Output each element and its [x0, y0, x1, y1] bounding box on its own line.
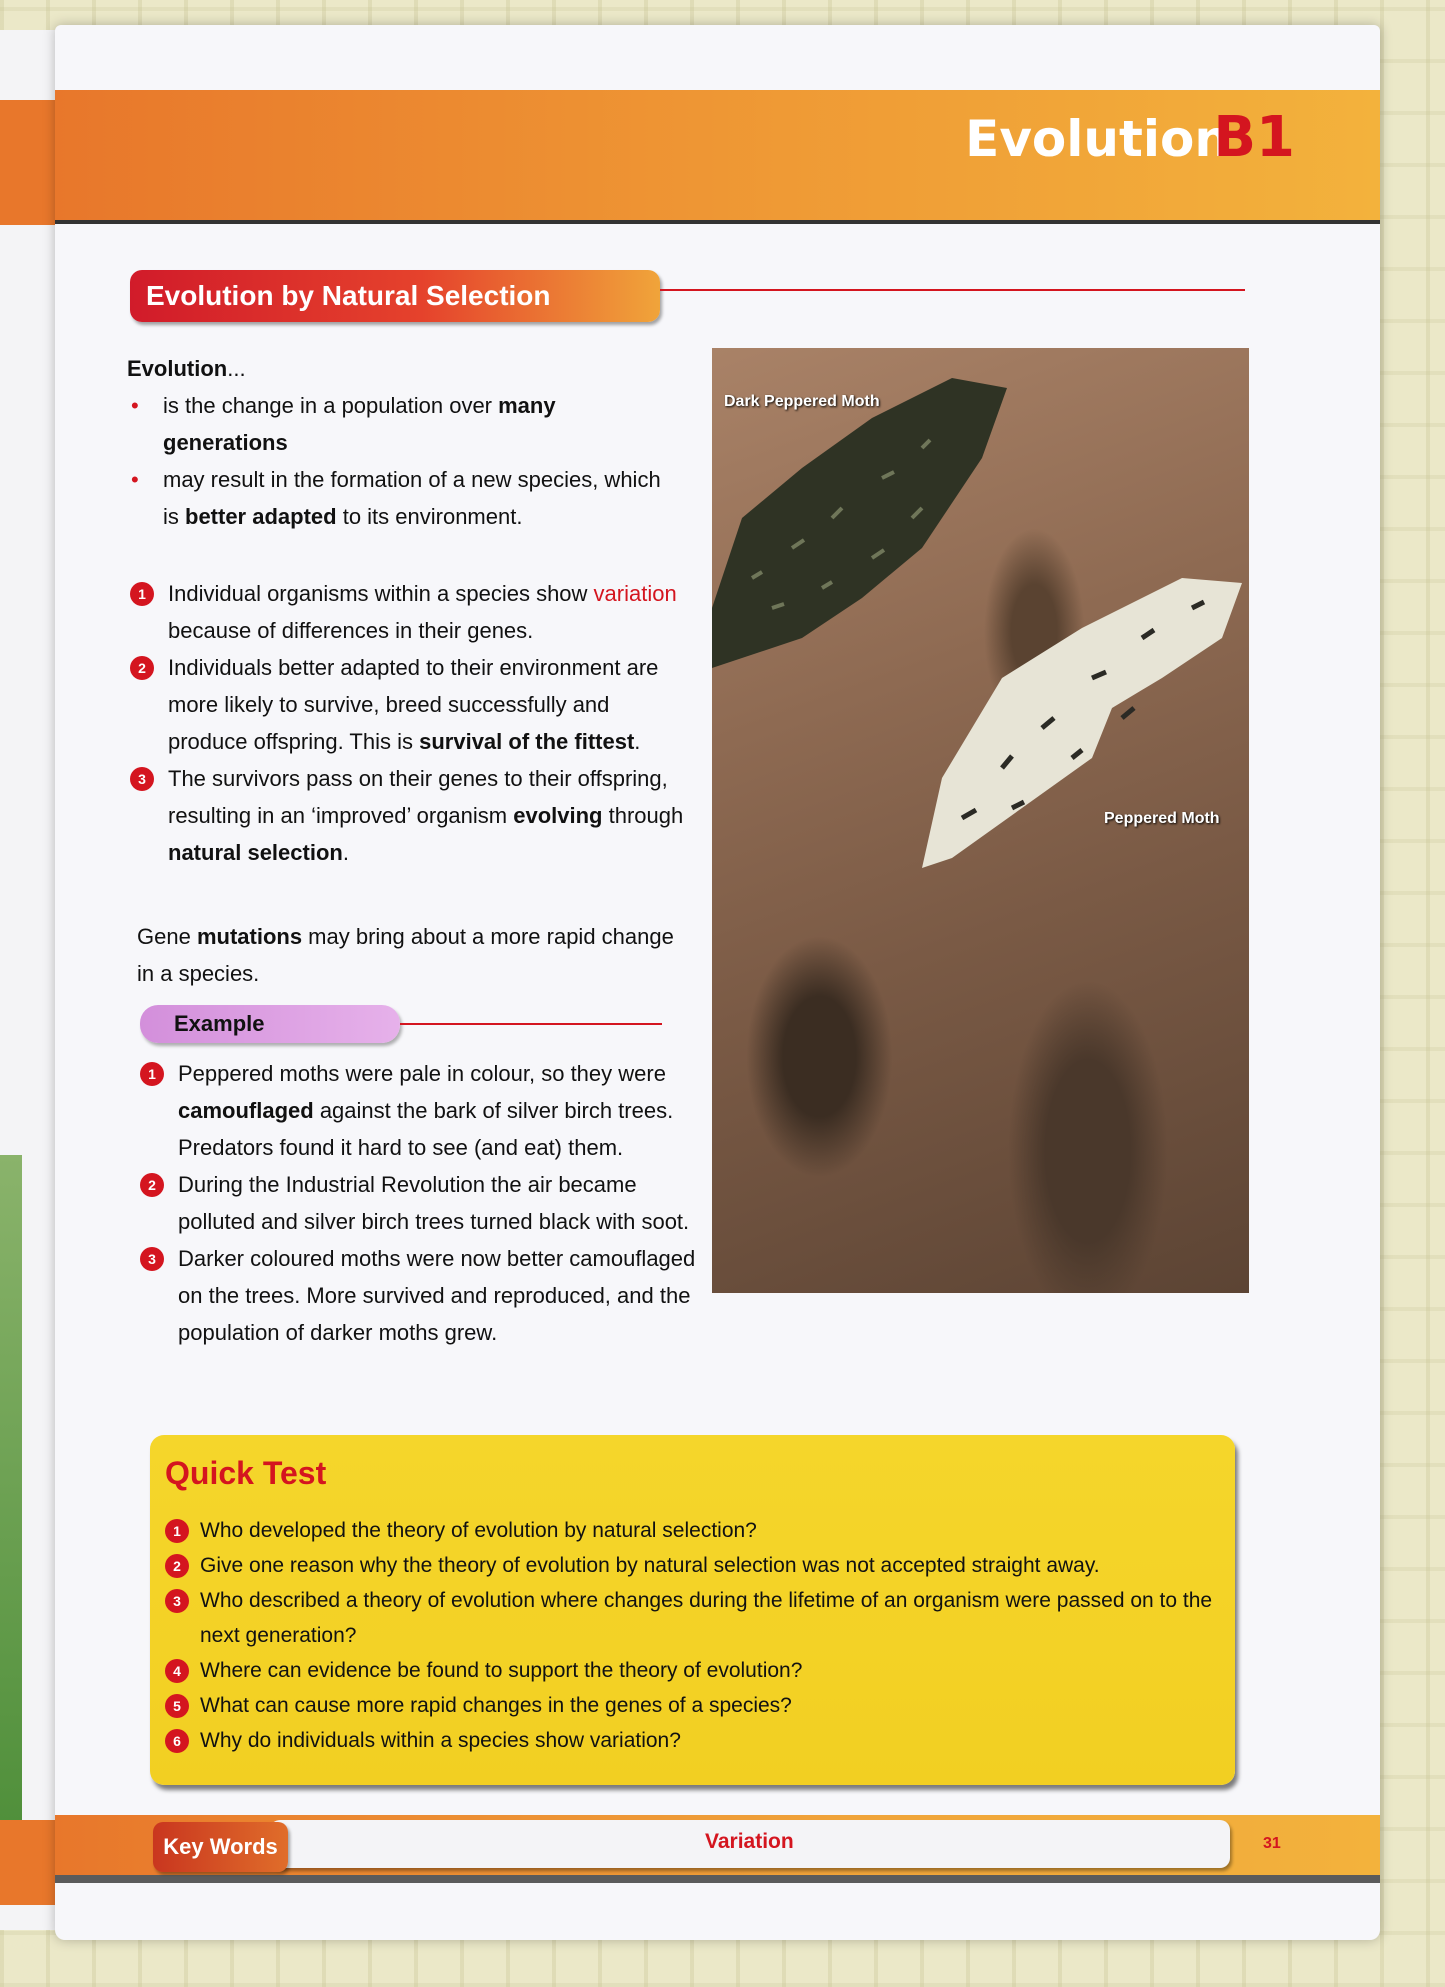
question-text: Give one reason why the theory of evolution by natural selection was not accepted straight away.: [200, 1554, 1100, 1577]
number-badge-icon: 1: [165, 1519, 189, 1543]
quick-test-box: [150, 1435, 1235, 1785]
point-text: through: [602, 803, 684, 828]
question-text: Who described a theory of evolution where changes during the lifetime of an organism were passed on to the next generation?: [200, 1589, 1213, 1647]
point-item: [130, 760, 690, 871]
number-badge-icon: 2: [140, 1173, 164, 1197]
points-list: [130, 575, 690, 871]
point-item: [130, 649, 690, 760]
question-text: Why do individuals within a species show variation?: [200, 1729, 681, 1752]
quick-test-question: [165, 1688, 1215, 1723]
dark-moth-label: Dark Peppered Moth: [724, 393, 880, 410]
question-text: Where can evidence be found to support the theory of evolution?: [200, 1659, 803, 1682]
example-text: During the Industrial Revolution the air became polluted and silver birch trees turned black with soot.: [178, 1172, 690, 1234]
number-badge-icon: 5: [165, 1694, 189, 1718]
example-item: [140, 1240, 700, 1351]
dark-moth-shape: [712, 378, 1007, 668]
quick-test-question: [165, 1548, 1215, 1583]
point-text: The survivors pass on their genes to their offspring, resulting in an ‘improved’ organism: [168, 766, 668, 828]
example-rule: [400, 1023, 662, 1025]
point-text: Individuals better adapted to their environment are more likely to survive, breed successfully and produce offspring. This is: [168, 655, 659, 754]
bullet-text: may result in the formation of a new species, which is: [163, 467, 661, 529]
mutation-note: [137, 918, 677, 992]
number-badge-icon: 4: [165, 1659, 189, 1683]
point-bold: natural selection: [168, 840, 343, 865]
point-item: [130, 575, 690, 649]
quick-test-question: [165, 1513, 1215, 1548]
page-number: 31: [1263, 1835, 1281, 1852]
key-words-label: Key Words: [153, 1822, 288, 1872]
number-badge-icon: 3: [130, 767, 154, 791]
number-badge-icon: 6: [165, 1729, 189, 1753]
bullet-text: is the change in a population over: [163, 393, 499, 418]
point-bold: survival of the fittest: [419, 729, 635, 754]
page-bottom-edge: [55, 1875, 1380, 1883]
pale-moth-label: Peppered Moth: [1104, 810, 1220, 827]
left-page-header-band: [0, 100, 60, 225]
quick-test-question: [165, 1583, 1215, 1653]
example-text: Darker coloured moths were now better camouflaged on the trees. More survived and reproduced, and the population of darker moths grew.: [178, 1246, 696, 1345]
quick-test-question: [165, 1653, 1215, 1688]
section-rule: [660, 289, 1245, 291]
book-page: [55, 25, 1380, 1940]
number-badge-icon: 2: [130, 656, 154, 680]
point-text: Individual organisms within a species show: [168, 581, 594, 606]
example-item: [140, 1055, 700, 1166]
intro-bullet: [127, 461, 667, 535]
example-text: Peppered moths were pale in colour, so they were: [178, 1061, 666, 1086]
key-word: Variation: [705, 1830, 794, 1853]
example-bold: camouflaged: [178, 1098, 314, 1123]
point-red: variation: [593, 581, 677, 606]
number-badge-icon: 3: [165, 1589, 189, 1613]
intro-lead: Evolution: [127, 356, 228, 381]
question-text: Who developed the theory of evolution by natural selection?: [200, 1519, 757, 1542]
point-text: .: [342, 840, 349, 865]
left-page-illustration: [0, 1155, 22, 1835]
example-label: Example: [140, 1005, 400, 1043]
number-badge-icon: 2: [165, 1554, 189, 1578]
quick-test-question: [165, 1723, 1215, 1758]
chapter-title: Evolution: [965, 110, 1230, 168]
chapter-code: B1: [1213, 105, 1295, 170]
bullet-text: to its environment.: [336, 504, 523, 529]
point-bold: evolving: [513, 803, 603, 828]
example-item: [140, 1166, 700, 1240]
question-text: What can cause more rapid changes in the genes of a species?: [200, 1694, 792, 1717]
example-list: [140, 1055, 700, 1351]
bullet-bold: many generations: [163, 393, 556, 455]
left-page-footer-band: [0, 1820, 60, 1905]
quick-test-list: [165, 1513, 1215, 1758]
moth-photo: [712, 348, 1249, 1293]
intro-lead-suffix: ...: [227, 356, 246, 381]
intro-block: [127, 350, 667, 535]
quick-test-title: Quick Test: [165, 1455, 327, 1491]
number-badge-icon: 3: [140, 1247, 164, 1271]
bullet-bold: better adapted: [185, 504, 337, 529]
mutation-bold: mutations: [196, 924, 303, 949]
example-text: against the bark of silver birch trees. Predators found it hard to see (and eat) them.: [178, 1098, 674, 1160]
intro-bullet: [127, 387, 667, 461]
number-badge-icon: 1: [130, 582, 154, 606]
point-text: because of differences in their genes.: [168, 618, 534, 643]
mutation-text: may bring about a more rapid change in a species.: [137, 924, 674, 986]
point-text: .: [634, 729, 641, 754]
number-badge-icon: 1: [140, 1062, 164, 1086]
section-title: Evolution by Natural Selection: [130, 270, 660, 322]
mutation-text: Gene: [137, 924, 197, 949]
